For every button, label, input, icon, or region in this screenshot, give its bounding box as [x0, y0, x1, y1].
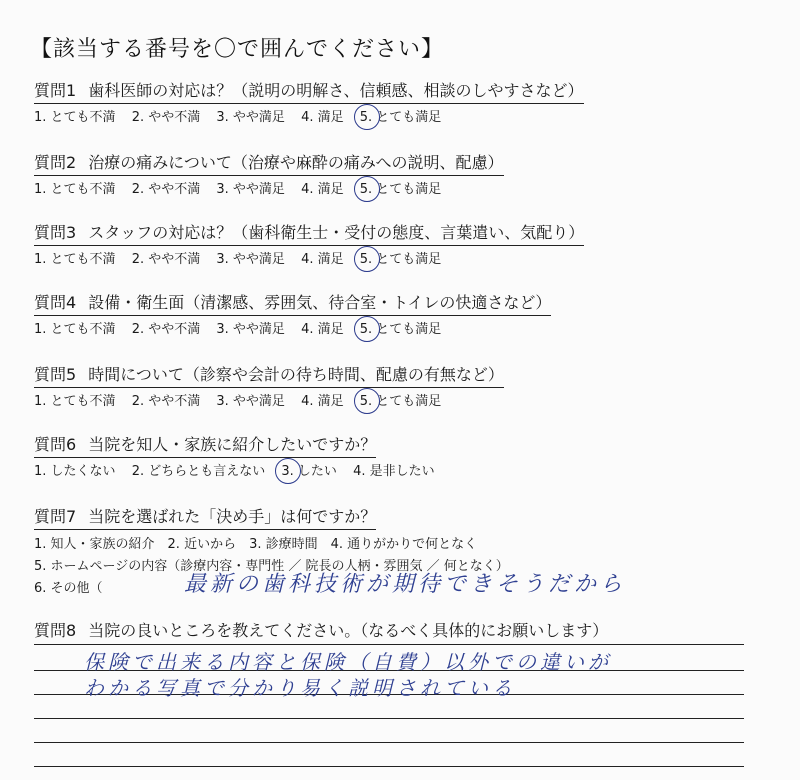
question-title	[34, 80, 584, 104]
page-title: 【該当する番号を〇で囲んでください】	[30, 37, 445, 62]
options-row	[34, 320, 551, 340]
option-4[interactable]: 4. 満足	[301, 110, 344, 125]
question-number: 質問7	[34, 507, 77, 526]
answer-rule	[34, 766, 744, 767]
option-3-selected[interactable]: 3. したい	[281, 462, 337, 482]
option-1[interactable]: 1. とても不満	[34, 110, 116, 125]
option-1[interactable]: 1. とても不満	[34, 394, 116, 409]
question-5	[34, 364, 504, 412]
option-1[interactable]: 1. とても不満	[34, 182, 116, 197]
question-number: 質問1	[34, 81, 77, 100]
question-4	[34, 292, 551, 340]
option-2[interactable]: 2. やや不満	[131, 322, 201, 337]
question-title	[34, 506, 376, 530]
answer-rule	[34, 644, 744, 645]
option-1[interactable]: 1. とても不満	[34, 322, 116, 337]
option-3[interactable]: 3. やや満足	[216, 252, 285, 267]
question-number: 質問2	[34, 153, 77, 172]
question-7	[34, 506, 627, 600]
q8-answer-line-2: わかる写真で分かり易く説明されている	[84, 676, 516, 700]
option-4[interactable]: 4. 満足	[301, 322, 344, 337]
question-text: 歯科医師の対応は？（説明の明解さ、信頼感、相談のしやすさなど）	[88, 81, 584, 100]
question-6	[34, 434, 447, 482]
option-4[interactable]: 4. 是非したい	[353, 464, 435, 479]
question-text: 当院の良いところを教えてください。（なるべく具体的にお願いします）	[88, 621, 609, 640]
answer-rule	[34, 742, 744, 743]
question-title	[34, 620, 608, 643]
question-title	[34, 292, 551, 316]
option-4[interactable]: 4. 満足	[301, 252, 344, 267]
question-2	[34, 152, 504, 200]
option-4[interactable]: 4. 満足	[301, 394, 344, 409]
question-number: 質問3	[34, 223, 77, 242]
question-text: 当院を選ばれた「決め手」は何ですか？	[88, 507, 377, 526]
q7-other-label: 6. その他（	[34, 581, 103, 596]
options-row	[34, 462, 447, 482]
option-4[interactable]: 4. 満足	[301, 182, 344, 197]
question-number: 質問8	[34, 621, 77, 640]
question-number: 質問6	[34, 435, 77, 454]
question-1	[34, 80, 584, 128]
q7-options-line-2: 5. ホームページの内容（診療内容・専門性 ／ 院長の人柄・雰囲気 ／ 何となく）	[34, 559, 509, 574]
q7-other-answer[interactable]: 最新の歯科技術が期待できそうだから	[184, 572, 627, 597]
q8-answer-line-1: 保険で出来る内容と保険（自費）以外での違いが	[84, 650, 612, 674]
option-5-selected[interactable]: 5. とても満足	[360, 250, 442, 270]
option-5-selected[interactable]: 5. とても満足	[360, 392, 442, 412]
option-3[interactable]: 3. やや満足	[216, 322, 285, 337]
option-1[interactable]: 1. したくない	[34, 464, 116, 479]
question-text: 時間について（診察や会計の待ち時間、配慮の有無など）	[88, 365, 504, 384]
question-8	[34, 620, 608, 643]
option-2[interactable]: 2. やや不満	[131, 394, 201, 409]
question-text: 治療の痛みについて（治療や麻酔の痛みへの説明、配慮）	[88, 153, 504, 172]
question-title	[34, 364, 504, 388]
question-title	[34, 434, 376, 458]
options-row	[34, 392, 504, 412]
answer-rule	[34, 718, 744, 719]
option-3[interactable]: 3. やや満足	[216, 182, 285, 197]
option-5-selected[interactable]: 5. とても満足	[360, 108, 442, 128]
question-title	[34, 222, 584, 246]
option-5-selected[interactable]: 5. とても満足	[360, 320, 442, 340]
option-2[interactable]: 2. やや不満	[131, 182, 201, 197]
option-1[interactable]: 1. とても不満	[34, 252, 116, 267]
question-number: 質問4	[34, 293, 77, 312]
question-text: 当院を知人・家族に紹介したいですか？	[88, 435, 377, 454]
option-5-selected[interactable]: 5. とても満足	[360, 180, 442, 200]
question-text: 設備・衛生面（清潔感、雰囲気、待合室・トイレの快適さなど）	[88, 293, 552, 312]
options-row	[34, 108, 584, 128]
option-2[interactable]: 2. どちらとも言えない	[131, 464, 266, 479]
question-title	[34, 152, 504, 176]
option-2[interactable]: 2. やや不満	[131, 110, 201, 125]
option-3[interactable]: 3. やや満足	[216, 110, 285, 125]
q7-options-line-1: 1. 知人・家族の紹介 2. 近いから 3. 診療時間 4. 通りがかりで何となく	[34, 537, 478, 552]
option-3[interactable]: 3. やや満足	[216, 394, 285, 409]
q8-answer-area[interactable]	[34, 644, 744, 774]
options-row	[34, 250, 584, 270]
q7-other-line	[34, 572, 627, 600]
option-2[interactable]: 2. やや不満	[131, 252, 201, 267]
question-text: スタッフの対応は？（歯科衛生士・受付の態度、言葉遣い、気配り）	[88, 223, 585, 242]
question-3	[34, 222, 584, 270]
options-row	[34, 180, 504, 200]
question-number: 質問5	[34, 365, 77, 384]
